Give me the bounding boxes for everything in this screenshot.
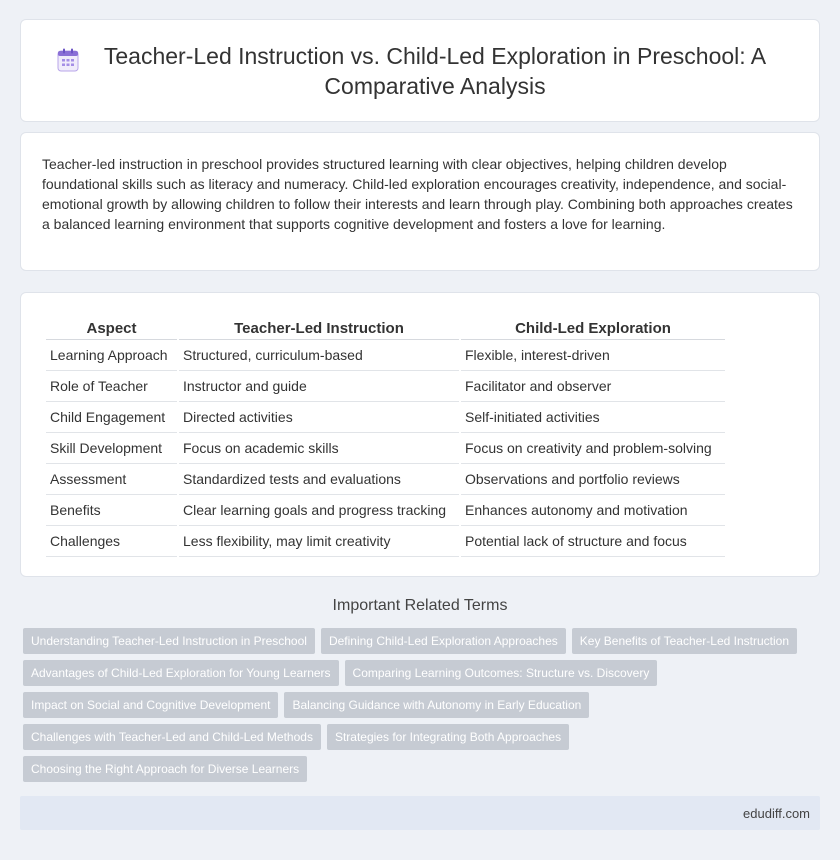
intro-paragraph: Teacher-led instruction in preschool provides structured learning with clear objectives, helping children develop foundational skills such as literacy and numeracy. Child-led exploration encourages creativity, independence, and social-emotional growth by allowing children to follow their interests and learn through play. Combining both approaches creates a balanced learning environment that supports cognitive development and fosters a love for learning. bbox=[42, 156, 793, 232]
footer-site-link[interactable]: edudiff.com bbox=[743, 806, 810, 821]
related-term-tag[interactable]: Understanding Teacher-Led Instruction in Preschool bbox=[23, 628, 315, 654]
cell-aspect: Role of Teacher bbox=[46, 371, 177, 402]
cell-aspect: Learning Approach bbox=[46, 340, 177, 371]
related-term-tag[interactable]: Challenges with Teacher-Led and Child-Led Methods bbox=[23, 724, 321, 750]
header-child-led: Child-Led Exploration bbox=[461, 313, 725, 340]
cell-child-led: Self-initiated activities bbox=[461, 402, 725, 433]
related-term-tag[interactable]: Advantages of Child-Led Exploration for Young Learners bbox=[23, 660, 339, 686]
cell-teacher-led: Standardized tests and evaluations bbox=[179, 464, 459, 495]
cell-aspect: Benefits bbox=[46, 495, 177, 526]
cell-child-led: Enhances autonomy and motivation bbox=[461, 495, 725, 526]
table-row bbox=[46, 433, 725, 464]
cell-child-led: Observations and portfolio reviews bbox=[461, 464, 725, 495]
table-row bbox=[46, 526, 725, 557]
cell-teacher-led: Focus on academic skills bbox=[179, 433, 459, 464]
related-term-tag[interactable]: Defining Child-Led Exploration Approaches bbox=[321, 628, 566, 654]
footer-bar bbox=[20, 796, 820, 830]
related-term-tag[interactable]: Comparing Learning Outcomes: Structure vs. Discovery bbox=[345, 660, 658, 686]
comparison-table bbox=[44, 313, 727, 557]
related-terms-list bbox=[23, 628, 803, 782]
page-title: Teacher-Led Instruction vs. Child-Led Exploration in Preschool: A Comparative Analysis bbox=[103, 42, 767, 99]
table-row bbox=[46, 402, 725, 433]
cell-teacher-led: Instructor and guide bbox=[179, 371, 459, 402]
comparison-table-card bbox=[20, 292, 820, 577]
related-term-tag[interactable]: Impact on Social and Cognitive Development bbox=[23, 692, 278, 718]
cell-teacher-led: Structured, curriculum-based bbox=[179, 340, 459, 371]
table-header-row bbox=[46, 313, 725, 340]
table-row bbox=[46, 464, 725, 495]
related-term-tag[interactable]: Key Benefits of Teacher-Led Instruction bbox=[572, 628, 797, 654]
table-row bbox=[46, 371, 725, 402]
cell-teacher-led: Clear learning goals and progress tracking bbox=[179, 495, 459, 526]
related-term-tag[interactable]: Strategies for Integrating Both Approaches bbox=[327, 724, 569, 750]
table-row bbox=[46, 495, 725, 526]
header-aspect: Aspect bbox=[46, 313, 177, 340]
cell-aspect: Skill Development bbox=[46, 433, 177, 464]
cell-aspect: Challenges bbox=[46, 526, 177, 557]
header-teacher-led: Teacher-Led Instruction bbox=[179, 313, 459, 340]
related-term-tag[interactable]: Choosing the Right Approach for Diverse Learners bbox=[23, 756, 307, 782]
cell-teacher-led: Less flexibility, may limit creativity bbox=[179, 526, 459, 557]
cell-child-led: Flexible, interest-driven bbox=[461, 340, 725, 371]
title-card bbox=[20, 19, 820, 122]
cell-child-led: Facilitator and observer bbox=[461, 371, 725, 402]
cell-teacher-led: Directed activities bbox=[179, 402, 459, 433]
related-terms-title: Important Related Terms bbox=[332, 597, 508, 614]
table-row bbox=[46, 340, 725, 371]
cell-aspect: Assessment bbox=[46, 464, 177, 495]
cell-child-led: Focus on creativity and problem-solving bbox=[461, 433, 725, 464]
cell-aspect: Child Engagement bbox=[46, 402, 177, 433]
intro-card bbox=[20, 132, 820, 271]
related-term-tag[interactable]: Balancing Guidance with Autonomy in Early Education bbox=[284, 692, 589, 718]
cell-child-led: Potential lack of structure and focus bbox=[461, 526, 725, 557]
